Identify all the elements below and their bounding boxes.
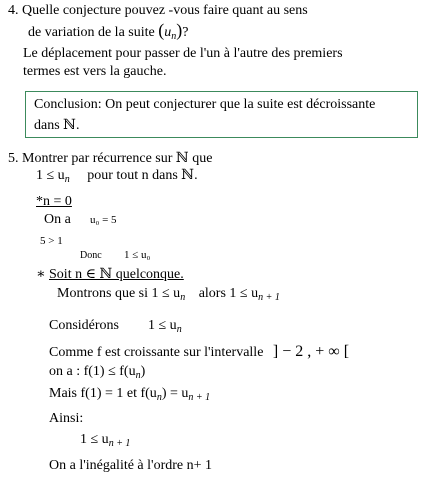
statement-rest: pour tout n dans ℕ. [87,168,198,183]
mais-mid: ) = u [161,386,189,401]
conclusion-line1: Conclusion: On peut conjecturer que la suite est décroissante [34,97,376,112]
statement-sub: n [64,174,70,185]
montrons-alors: alors 1 ≤ u [198,286,259,301]
considerons: Considérons [49,318,119,333]
on-a: On a [44,212,71,227]
q5-title: 5. Montrer par récurrence sur ℕ que [8,151,213,166]
considerons-lhs: 1 ≤ u [148,318,177,333]
heredity-text: Soit n ∈ ℕ quelconque. [49,267,184,282]
sequence-var: u [164,25,172,40]
conclusion-box [25,91,418,138]
on-a2-text: on a : f(1) ≤ f(u [49,364,136,379]
ainsi-expr-line [80,432,130,448]
statement-lhs: 1 ≤ u [36,168,65,183]
donc: Donc [80,250,102,261]
base-case: *n = 0 [36,194,72,209]
mais-line [49,386,210,402]
ainsi-expr: 1 ≤ u [80,432,109,447]
final-line: On a l'inégalité à l'ordre n+ 1 [49,458,212,473]
q4-answer-line1: Le déplacement pour passer de l'un à l'autre des premiers [23,46,343,61]
interval: ] − 2 , + ∞ [ [272,343,350,360]
mais-text: Mais f(1) = 1 et f(u [49,386,157,401]
conclusion-line2: dans ℕ. [34,118,80,133]
considerons-sub: n [176,324,182,335]
montrons-sub2: n + 1 [258,292,280,303]
donc-expr: 1 ≤ u₀ [124,249,151,261]
ainsi: Ainsi: [49,411,84,426]
comme-line [49,343,349,361]
q4-line2-prefix: de variation de la suite [28,25,155,40]
paren-close: ) [176,20,183,40]
on-a2-line [49,364,145,380]
five-gt-one: 5 > 1 [40,235,63,247]
q4-line2-suffix: ? [182,25,189,40]
mais-sub2: n + 1 [188,392,211,403]
sequence-sub: n [171,31,177,42]
montrons-text: Montrons que si 1 ≤ u [57,286,181,301]
q5-statement [36,167,198,184]
on-a2-sub: n [135,370,141,381]
montrons-sub: n [180,292,186,303]
on-a2-end: ) [140,364,146,379]
considerons-expr [148,318,182,334]
ainsi-sub: n + 1 [108,438,131,449]
montrons-line [57,286,280,302]
q4-answer-line2: termes est vers la gauche. [23,64,167,79]
mais-sub: n [156,392,162,403]
q4-line2 [28,20,188,41]
comme-text: Comme f est croissante sur l'intervalle [49,345,264,360]
star-bullet: ∗ [36,267,50,282]
q4-line1: 4. Quelle conjecture pouvez -vous faire quant au sens [8,3,308,18]
heredity-line [36,266,184,283]
u0-equation: u₀ = 5 [90,214,117,226]
paren-open: ( [158,20,165,40]
